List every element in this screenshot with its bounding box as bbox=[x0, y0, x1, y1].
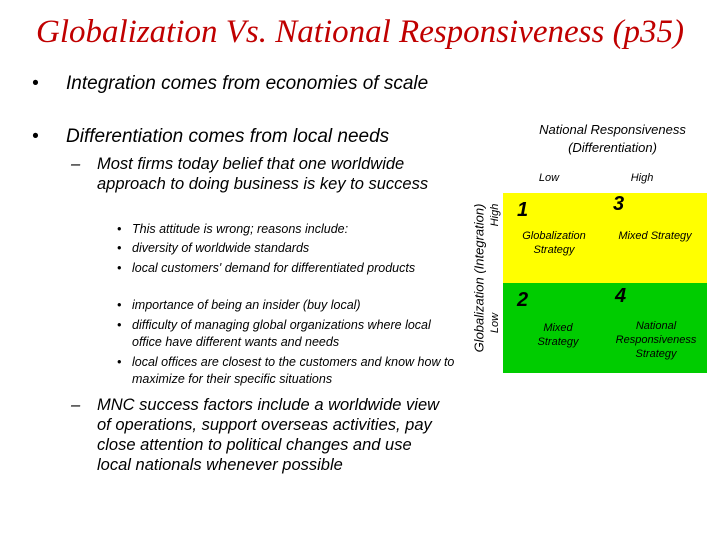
bullet-marker: • bbox=[32, 126, 39, 147]
detail-marker: • bbox=[117, 241, 122, 255]
matrix-cell-4 bbox=[605, 283, 707, 373]
cell-number: 4 bbox=[615, 285, 627, 307]
detail-text: local customers' demand for differentiated products bbox=[132, 261, 416, 275]
detail-marker: • bbox=[117, 355, 122, 369]
detail-text: local offices are closest to the customers and know how to maximize for their specific situations bbox=[132, 355, 455, 386]
cell-label: Mixed Strategy bbox=[618, 230, 692, 242]
detail-marker: • bbox=[117, 318, 122, 332]
cell-number: 3 bbox=[613, 193, 625, 215]
sub-point-text: MNC success factors include a worldwide view of operations, support overseas activities, pay close attention to political changes and use local nationals whenever possible bbox=[97, 396, 440, 474]
matrix-cell-1 bbox=[503, 193, 605, 283]
cell-label: National Responsiveness Strategy bbox=[615, 320, 697, 360]
y-axis-title bbox=[470, 193, 488, 364]
dash-marker: – bbox=[71, 396, 81, 414]
detail-text: diversity of worldwide standards bbox=[132, 241, 310, 255]
bullet-text: Integration comes from economies of scale bbox=[66, 73, 429, 94]
y-axis-title-text: Globalization (Integration) bbox=[471, 203, 487, 353]
strategy-matrix bbox=[503, 193, 707, 373]
matrix-cell-3 bbox=[605, 193, 707, 283]
dash-marker: – bbox=[71, 155, 81, 173]
bullet-text: Differentiation comes from local needs bbox=[66, 126, 390, 147]
cell-number: 1 bbox=[517, 199, 529, 221]
detail-marker: • bbox=[117, 222, 122, 236]
detail-text: importance of being an insider (buy local) bbox=[132, 298, 361, 312]
cell-label: Mixed Strategy bbox=[537, 322, 579, 348]
detail-marker: • bbox=[117, 298, 122, 312]
bullet-marker: • bbox=[32, 73, 39, 94]
cell-label: Globalization Strategy bbox=[522, 230, 586, 256]
detail-marker: • bbox=[117, 261, 122, 275]
row-label-high: High bbox=[489, 203, 501, 227]
col-label-high: High bbox=[630, 172, 654, 184]
detail-text: difficulty of managing global organizations where local office have different wants and needs bbox=[132, 318, 431, 349]
detail-text: This attitude is wrong; reasons include: bbox=[132, 222, 349, 236]
cell-number: 2 bbox=[517, 289, 529, 311]
row-label-low: Low bbox=[489, 312, 501, 334]
x-axis-title: National Responsiveness (Differentiation) bbox=[539, 122, 686, 155]
slide-title: Globalization Vs. National Responsiveness (p35) bbox=[36, 14, 685, 50]
col-label-low: Low bbox=[538, 172, 560, 184]
matrix-cell-2 bbox=[503, 283, 605, 373]
sub-point-text: Most firms today belief that one worldwide approach to doing business is key to success bbox=[97, 155, 429, 193]
